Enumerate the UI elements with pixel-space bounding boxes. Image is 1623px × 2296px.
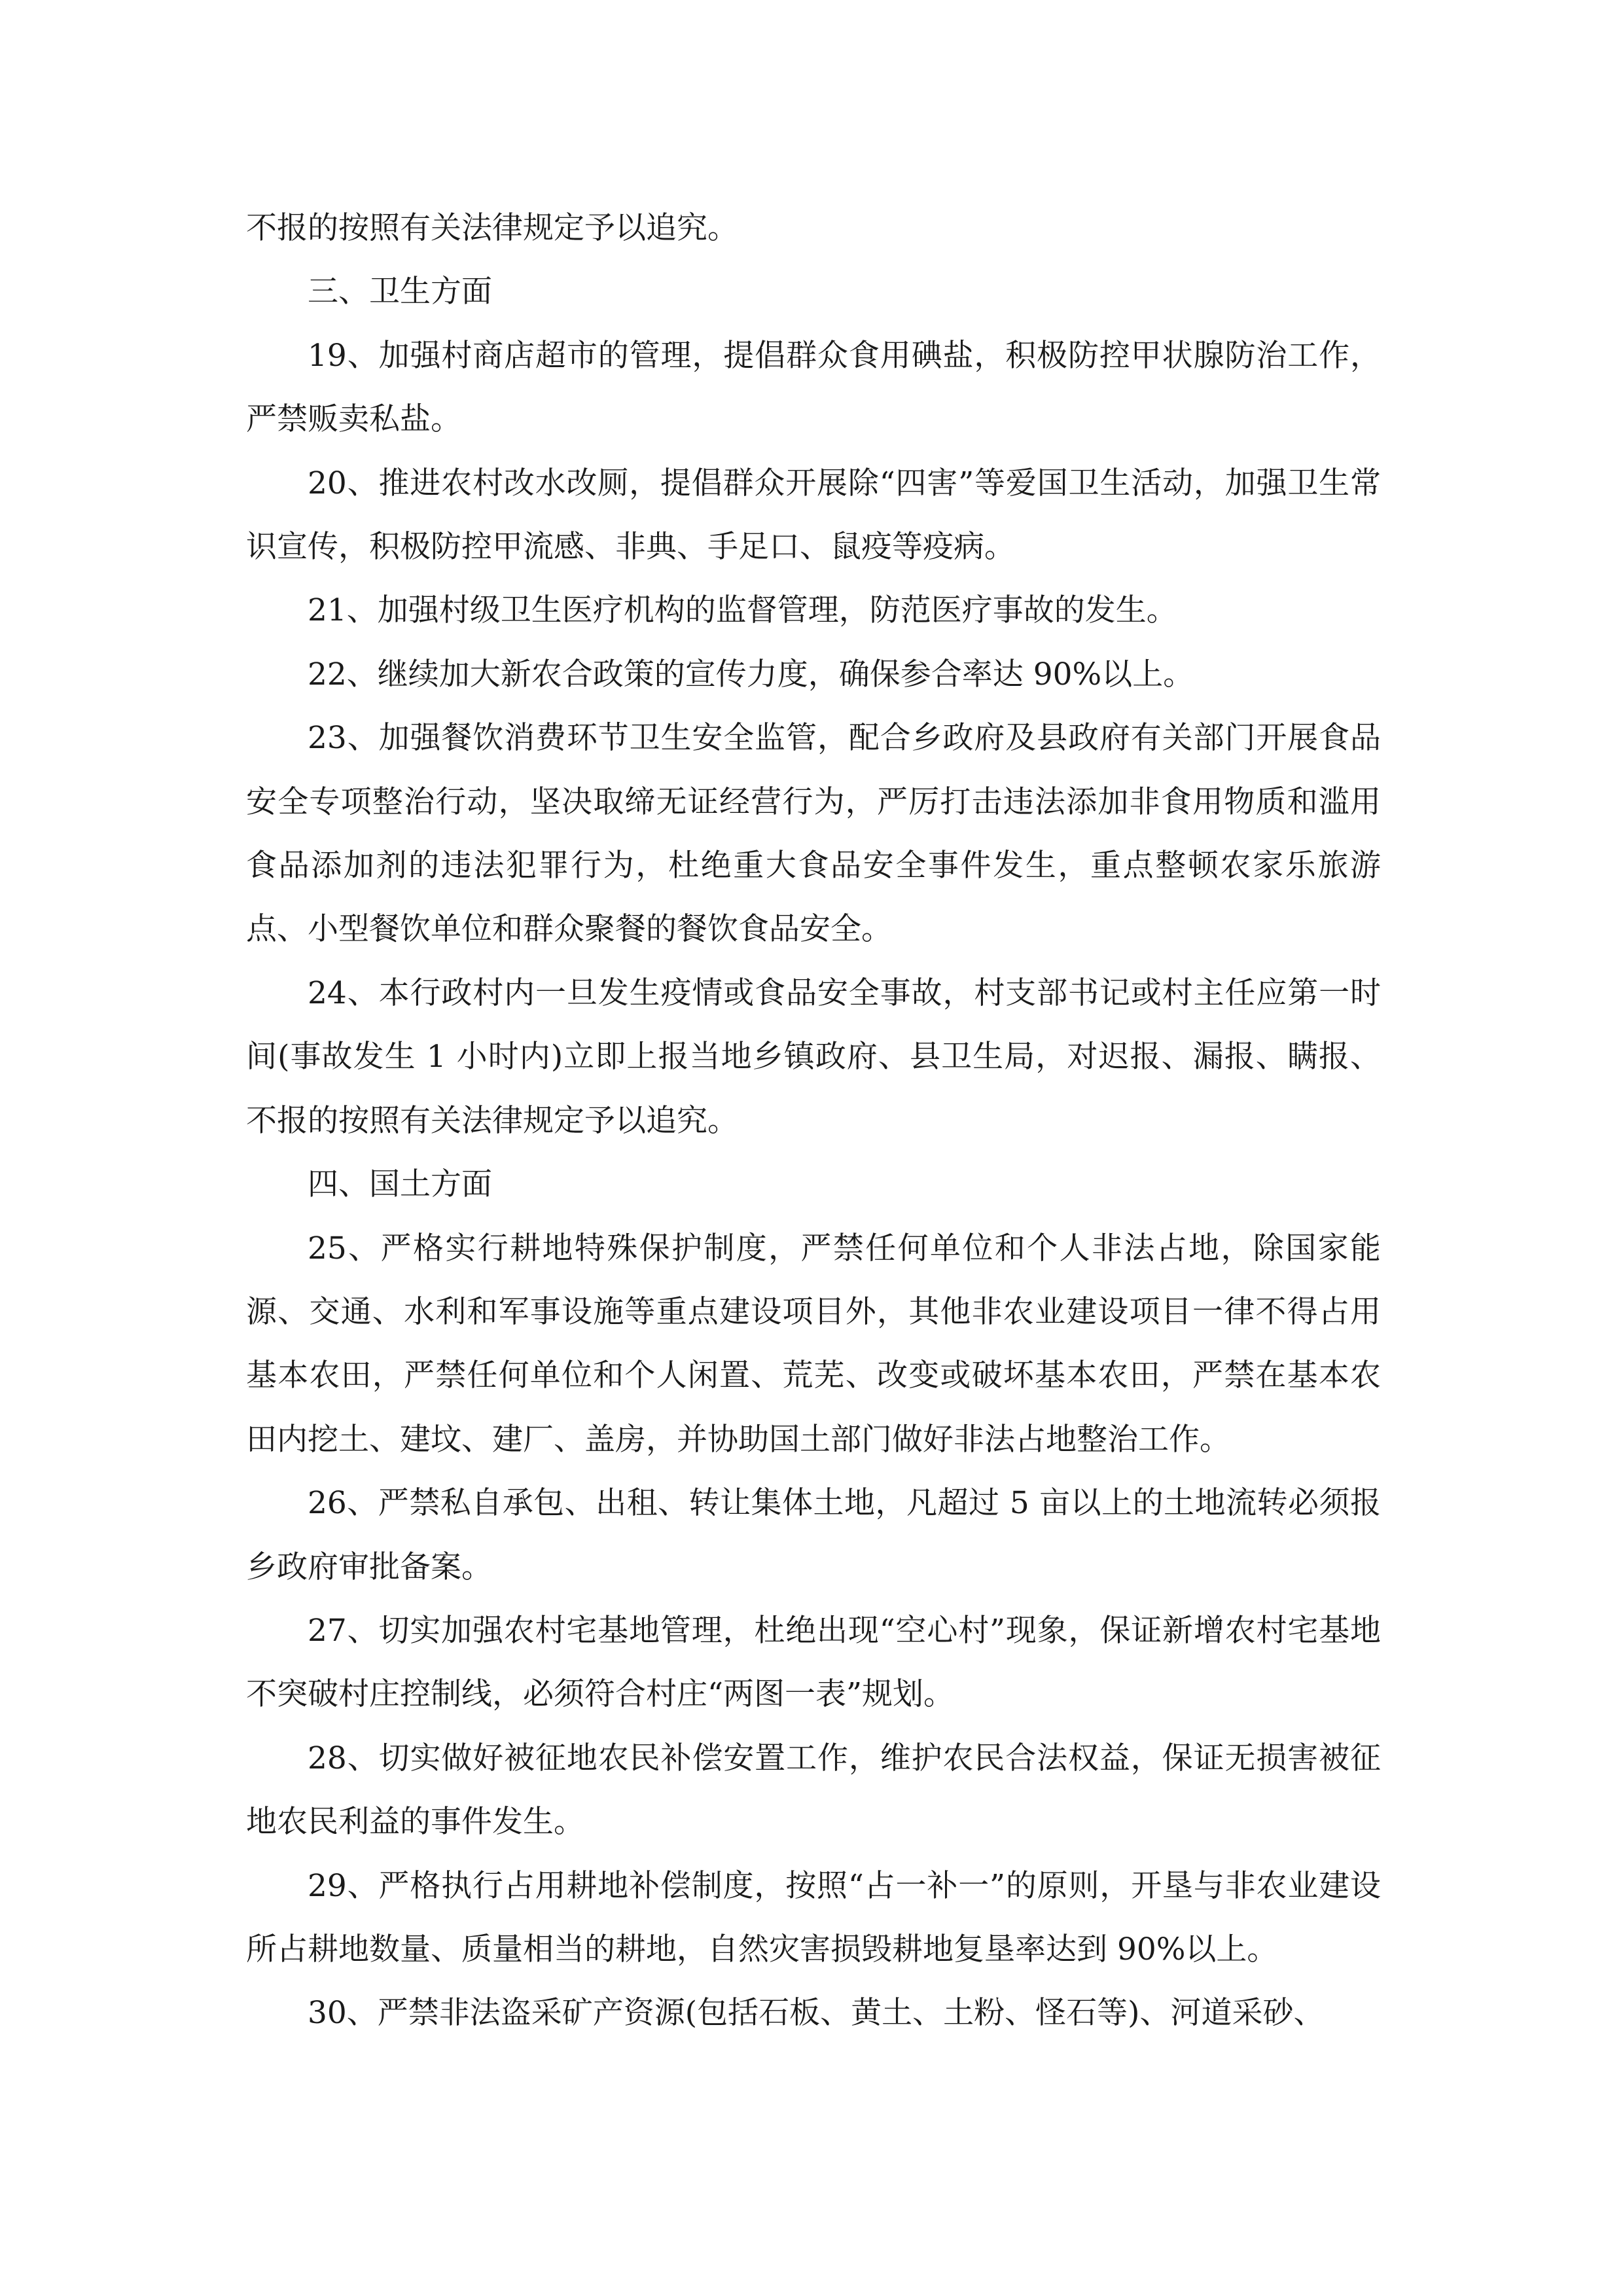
document-body bbox=[246, 196, 1381, 2045]
paragraph-item-19: 19、加强村商店超市的管理，提倡群众食用碘盐，积极防控甲状腺防治工作，严禁贩卖私盐。 bbox=[246, 337, 1381, 438]
section-heading-land: 四、国土方面 bbox=[308, 1166, 492, 1203]
paragraph-item-29: 29、严格执行占用耕地补偿制度，按照“占一补一”的原则，开垦与非农业建设所占耕地数量、质量相当的耕地，自然灾害损毁耕地复垦率达到 90%以上。 bbox=[246, 1867, 1381, 1967]
paragraph-item-25: 25、严格实行耕地特殊保护制度，严禁任何单位和个人非法占地，除国家能源、交通、水利和军事设施等重点建设项目外，其他非农业建设项目一律不得占用基本农田，严禁任何单位和个人闲置、荒芜、改变或破坏基本农田，严禁在基本农田内挖土、建坟、建厂、盖房，并协助国土部门做好非法占地整治工作。 bbox=[246, 1230, 1381, 1458]
paragraph-item-22: 22、继续加大新农合政策的宣传力度，确保参合率达 90%以上。 bbox=[308, 656, 1194, 692]
paragraph-item-26: 26、严禁私自承包、出租、转让集体土地，凡超过 5 亩以上的土地流转必须报乡政府审批备案。 bbox=[246, 1485, 1381, 1585]
paragraph-item-27: 27、切实加强农村宅基地管理，杜绝出现“空心村”现象，保证新增农村宅基地不突破村庄控制线，必须符合村庄“两图一表”规划。 bbox=[246, 1612, 1381, 1713]
paragraph-item-30: 30、严禁非法盗采矿产资源(包括石板、黄土、土粉、怪石等)、河道采砂、 bbox=[308, 1995, 1325, 2032]
paragraph-item-24: 24、本行政村内一旦发生疫情或食品安全事故，村支部书记或村主任应第一时间(事故发生 1 小时内)立即上报当地乡镇政府、县卫生局，对迟报、漏报、瞒报、不报的按照有关法律规定予以追究。 bbox=[246, 975, 1381, 1139]
paragraph-item-23: 23、加强餐饮消费环节卫生安全监管，配合乡政府及县政府有关部门开展食品安全专项整治行动，坚决取缔无证经营行为，严厉打击违法添加非食用物质和滥用食品添加剂的违法犯罪行为，杜绝重大食品安全事件发生，重点整顿农家乐旅游点、小型餐饮单位和群众聚餐的餐饮食品安全。 bbox=[246, 720, 1381, 948]
paragraph-item-28: 28、切实做好被征地农民补偿安置工作，维护农民合法权益，保证无损害被征地农民利益的事件发生。 bbox=[246, 1740, 1381, 1840]
paragraph-continuation: 不报的按照有关法律规定予以追究。 bbox=[246, 210, 738, 246]
paragraph-item-21: 21、加强村级卫生医疗机构的监督管理，防范医疗事故的发生。 bbox=[308, 592, 1177, 629]
section-heading-health: 三、卫生方面 bbox=[308, 274, 492, 310]
paragraph-item-20: 20、推进农村改水改厕，提倡群众开展除“四害”等爱国卫生活动，加强卫生常识宣传，积极防控甲流感、非典、手足口、鼠疫等疫病。 bbox=[246, 465, 1381, 565]
